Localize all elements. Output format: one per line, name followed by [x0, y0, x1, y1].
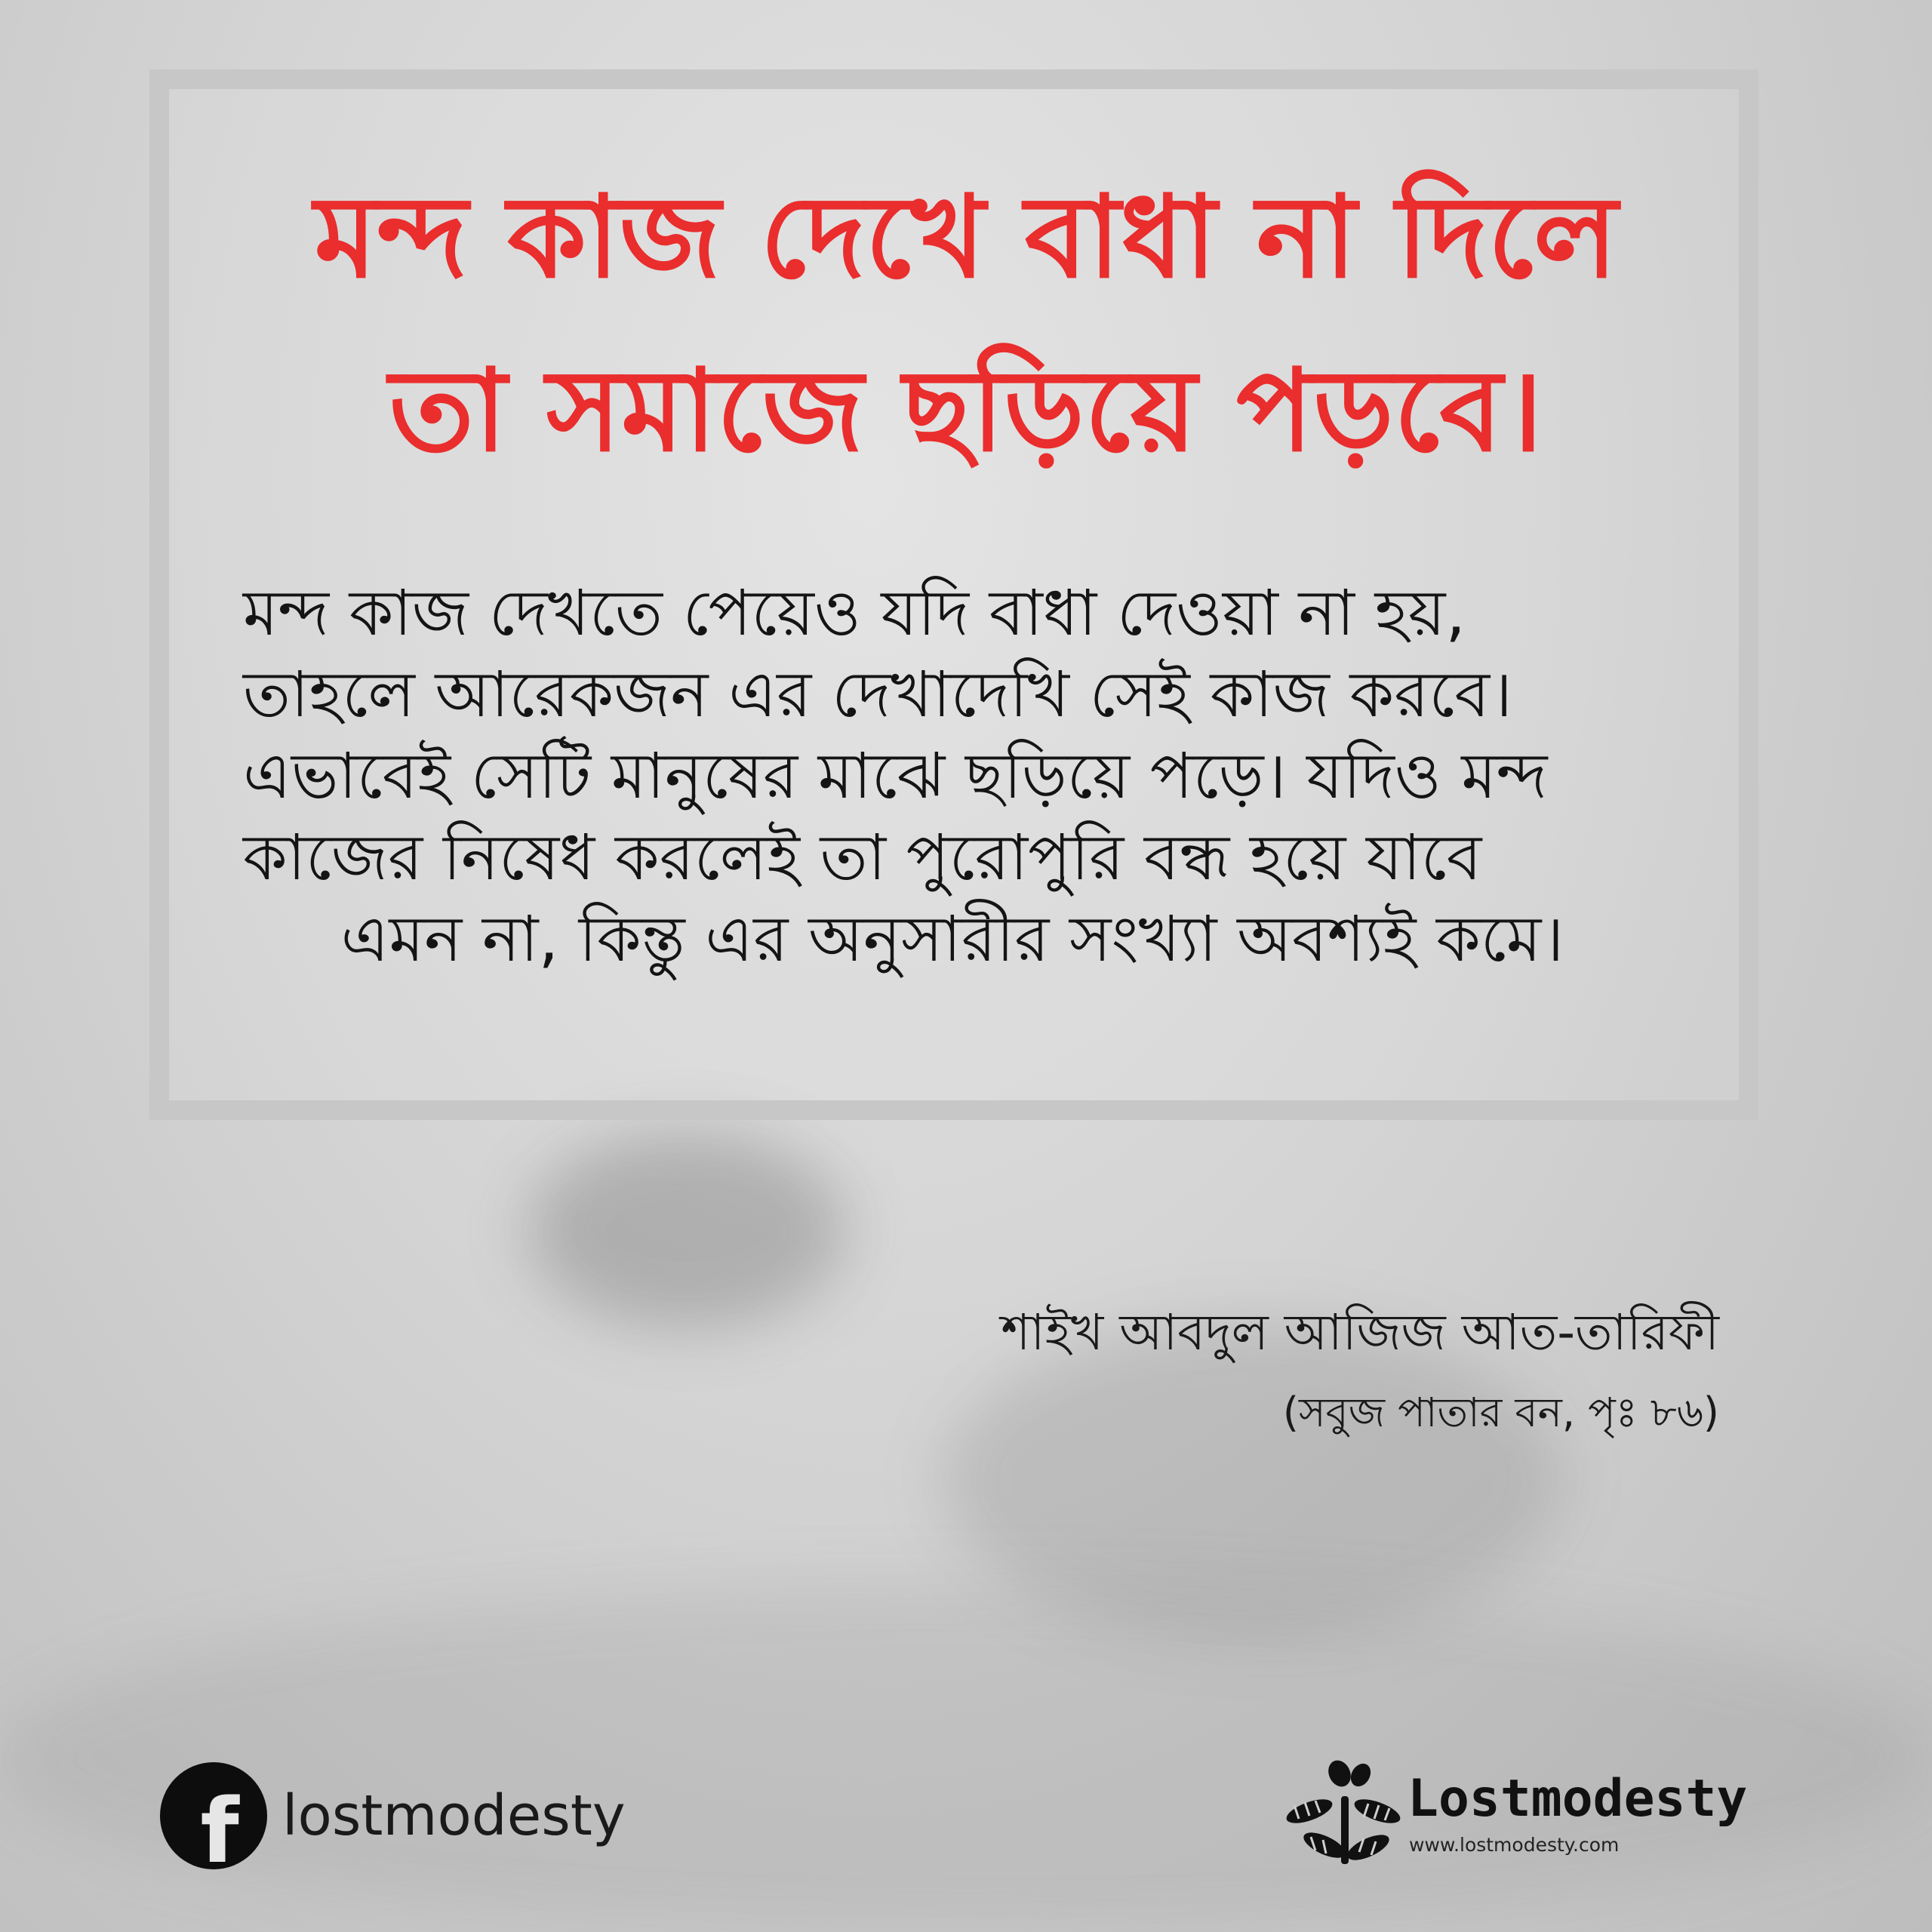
facebook-link[interactable] — [160, 1762, 626, 1869]
background-shadow — [0, 1585, 1932, 1932]
body-line-2: তাহলে আরেকজন এর দেখাদেখি সেই কাজ করবে। — [243, 657, 1513, 731]
facebook-handle: lostmodesty — [282, 1783, 626, 1848]
lostmodesty-logo-icon — [1279, 1758, 1411, 1872]
body-line-5: এমন না, কিন্তু এর অনুসারীর সংখ্যা অবশ্যই কমে। — [340, 902, 1564, 976]
source-citation: (সবুজ পাতার বন, পৃঃ ৮৬) — [1282, 1389, 1719, 1436]
body-line-1: মন্দ কাজ দেখতে পেয়েও যদি বাধা দেওয়া না হয়, — [243, 576, 1466, 650]
facebook-icon: f — [160, 1762, 267, 1869]
body-line-4: কাজের নিষেধ করলেই তা পুরোপুরি বন্ধ হয়ে যাবে — [243, 820, 1482, 894]
background-shadow — [528, 1132, 845, 1328]
brand-name: Lostmodesty — [1407, 1769, 1748, 1829]
quote-body — [243, 572, 1662, 980]
body-line-3: এভাবেই সেটি মানুষের মাঝে ছড়িয়ে পড়ে। যদিও মন্দ — [243, 739, 1548, 813]
headline-line-1: মন্দ কাজ দেখে বাধা না দিলে — [314, 172, 1618, 303]
brand-url[interactable]: www.lostmodesty.com — [1409, 1834, 1620, 1856]
author-name: শাইখ আবদুল আজিজ আত-তারিফী — [1001, 1303, 1719, 1361]
headline-line-2: তা সমাজে ছড়িয়ে পড়বে। — [389, 346, 1543, 477]
headline — [174, 151, 1758, 498]
